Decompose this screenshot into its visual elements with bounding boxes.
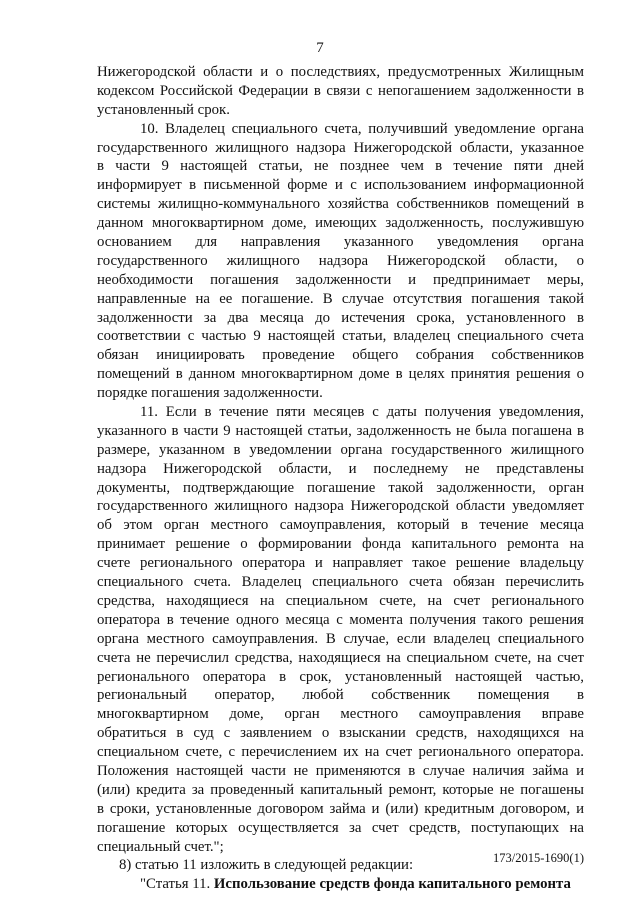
text-line: обязан инициировать проведение общего собрания собственников — [97, 347, 584, 364]
text-line: 11. Если в течение пяти месяцев с даты получения уведомления, — [140, 404, 584, 421]
article-heading-title: Использование средств фонда капитального ремонта — [213, 876, 571, 893]
text-line: об этом орган местного самоуправления, который в течение месяца — [97, 517, 584, 534]
text-line: в сроки, установленные договором займа и (или) кредитным договором, и — [97, 800, 584, 817]
text-line: документы, подтверждающие погашение такой задолженности, орган — [97, 479, 584, 496]
text-line: информирует в письменной форме и с использованием информационной — [97, 177, 584, 194]
text-line: средства, находящиеся на специальном счете, на счет регионального — [97, 592, 584, 609]
text-line: соответствии с частью 9 настоящей статьи, владелец специального счета — [97, 328, 584, 345]
text-line: 10. Владелец специального счета, получивший уведомление органа — [140, 120, 584, 137]
page-number: 7 — [316, 40, 324, 56]
text-line: основанием для направления указанного уведомления органа — [97, 234, 584, 251]
text-line: надзора Нижегородской области, и последнему не представлены — [97, 460, 584, 477]
text-line: обратиться в суд с заявлением о взыскании средств, находящихся на — [97, 725, 584, 742]
text-line: региональный оператор, любой собственник помещения в — [97, 687, 584, 704]
text-line: данном многоквартирном доме, имеющих задолженность, послужившую — [97, 215, 584, 232]
text-line: оператора в течение одного месяца с момента получения такого решения — [97, 611, 584, 628]
article-heading-prefix: "Статья 11. — [140, 876, 214, 893]
text-line: государственного жилищного надзора Нижегородской области, указанное — [97, 139, 584, 156]
text-line: задолженности за два месяца до истечения срока, установленного в — [97, 309, 584, 326]
text-line: многоквартирном доме, орган местного самоуправления вправе — [97, 706, 584, 723]
text-line: 8) статью 11 изложить в следующей редакции: — [119, 857, 414, 874]
text-line: размере, указанном в уведомлении органа государственного жилищного — [97, 441, 584, 458]
text-line: установленный срок. — [97, 101, 230, 118]
document-body — [97, 63, 584, 894]
text-line: специального счета. Владелец специального счета обязан перечислить — [97, 574, 584, 591]
text-line: Положения настоящей части не применяются в случае наличия займа и — [97, 762, 584, 779]
text-line: помещений в данном многоквартирном доме в целях принятия решения о — [97, 366, 584, 383]
text-line: системы жилищно-коммунального хозяйства собственников помещений в — [97, 196, 584, 213]
text-line: государственного жилищного надзора Нижегородской области, о — [97, 252, 584, 269]
text-line: в части 9 настоящей статьи, не позднее чем в течение пяти дней — [97, 158, 584, 175]
text-line: счета не перечислил средства, находящиеся на специальном счете, на счет — [97, 649, 584, 666]
text-line: порядке погашения задолженности. — [97, 385, 323, 402]
text-line: необходимости погашения задолженности и предпринимает меры, — [97, 271, 584, 288]
text-line: принимает решение о формировании фонда капитального ремонта на — [97, 536, 584, 553]
document-code: 173/2015-1690(1) — [493, 851, 584, 865]
text-line: специальный счет."; — [97, 838, 224, 855]
text-line: направленные на ее погашение. В случае отсутствия погашения такой — [97, 290, 584, 307]
text-line: Нижегородской области и о последствиях, предусмотренных Жилищным — [97, 64, 584, 80]
text-line: специальном счете, с перечислением их на счет регионального оператора. — [97, 744, 584, 761]
text-line: счете регионального оператора и направляет такое решение владельцу — [97, 555, 584, 572]
text-line: кодексом Российской Федерации в связи с непогашением задолженности в — [97, 82, 584, 99]
text-line: органа местного самоуправления. В случае, если владелец специального — [97, 630, 584, 647]
text-line: регионального оператора в срок, установленный настоящей частью, — [97, 668, 584, 685]
text-line: указанного в части 9 настоящей статьи, задолженность не была погашена в — [97, 422, 584, 439]
text-line: (или) кредита за проведенный капитальный ремонт, которые не погашены — [97, 781, 584, 798]
text-line: государственного жилищного надзора Нижегородской области уведомляет — [97, 498, 584, 515]
text-line: погашение которых осуществляется за счет средств, поступающих на — [97, 819, 584, 836]
article-heading-line — [97, 875, 584, 894]
